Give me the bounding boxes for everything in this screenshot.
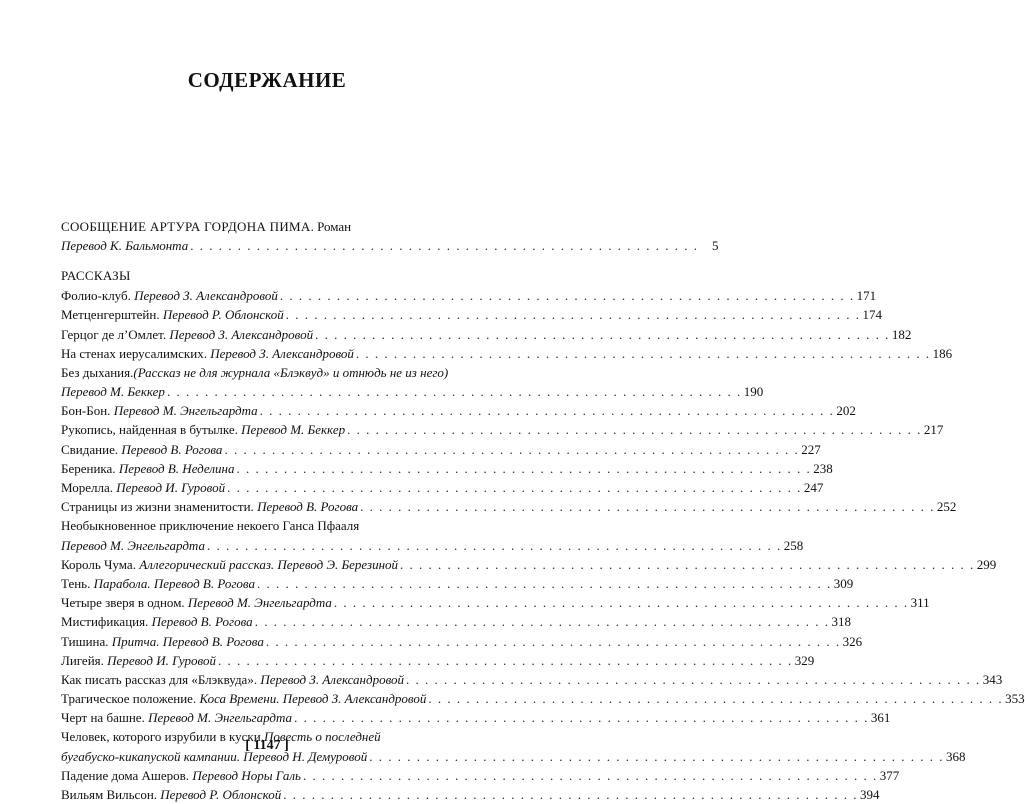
entry-title: Метценгерштейн. <box>61 307 163 323</box>
leader-dots: . . . . . . . . . . . . . . . . . . . . . . . . . . . . . . . . . . . . . . . . . . . . . . . . . . . . . . . . . . . . . <box>406 671 981 687</box>
entry-line <box>61 497 957 516</box>
entry-line <box>61 401 856 420</box>
page-number: 247 <box>803 480 824 496</box>
page-title: СОДЕРЖАНИЕ <box>187 68 347 92</box>
page-number: 368 <box>946 748 966 764</box>
novel-entry <box>61 236 719 255</box>
page-number: 174 <box>862 307 883 323</box>
entry-line <box>61 305 883 324</box>
entry-text <box>61 689 426 708</box>
page-number: 311 <box>910 595 930 611</box>
leader-dots: . . . . . . . . . . . . . . . . . . . . . . . . . . . . . . . . . . . . . . . . . . . . . . . . . . . . . . . . . . . . . <box>355 345 931 361</box>
entry-title: Человек, которого изрубили в куски. <box>61 729 264 745</box>
novel-translator: Перевод К. Бальмонта <box>61 237 189 253</box>
entry-note: Перевод З. Александровой <box>260 671 405 687</box>
entry-note: Перевод В. Рогова <box>151 614 253 630</box>
entry-note: Перевод З. Александровой <box>169 326 314 342</box>
page-number: 394 <box>859 787 880 803</box>
entry-note: Перевод М. Энгельгардта <box>61 537 205 553</box>
leader-dots: . . . . . . . . . . . . . . . . . . . . . . . . . . . . . . . . . . . . . . . . . . . . . . . . . . . . . . . . . . . . . <box>285 307 861 323</box>
entry-note: Аллегорический рассказ. Перевод Э. Березиной <box>139 556 399 572</box>
entry-text <box>61 632 264 651</box>
list-item <box>61 670 1003 689</box>
list-item <box>61 612 851 631</box>
entry-text <box>61 344 354 363</box>
entry-note: Коса Времени. Перевод З. Александровой <box>199 691 427 707</box>
entry-line <box>61 286 877 305</box>
entry-note: Перевод Р. Облонской <box>162 307 284 323</box>
leader-dots: . . . . . . . . . . . . . . . . . . . . . . . . . . . . . . . . . . . . . . . . . . . . . . . . . . . . . . . . . . . . . <box>259 403 835 419</box>
novel-kind: Роман <box>317 219 352 234</box>
table-of-contents <box>61 217 1025 804</box>
entry-text <box>61 766 301 785</box>
page-number: 318 <box>831 614 851 630</box>
entry-note: Перевод М. Энгельгардта <box>113 403 258 419</box>
entry-first-line <box>61 363 472 382</box>
entry-note: Перевод З. Александровой <box>134 288 278 304</box>
entry-line <box>61 555 997 574</box>
entry-text <box>61 670 404 689</box>
leader-dots: . . . . . . . . . . . . . . . . . . . . . . . . . . . . . . . . . . . . . . . . . . . . . . . . . . . . . . . . . . . . . <box>166 384 742 400</box>
entry-line <box>61 785 880 804</box>
entry-line <box>61 574 854 593</box>
leader-dots: . . . . . . . . . . . . . . . . . . . . . . . . . . . . . . . . . . . . . . . . . . . . . . . . . . . . . . . . . . . . . <box>283 787 858 803</box>
leader-dots: . . . . . . . . . . . . . . . . . . . . . . . . . . . . . . . . . . . . . . . . . . . . . . . . . . . . . . . . . . . . . <box>254 614 830 630</box>
list-item <box>61 689 1025 708</box>
entry-note: Парабола. Перевод В. Рогова <box>93 575 255 591</box>
leader-dots: . . . . . . . . . . . . . . . . . . . . . . . . . . . . . . . . . . . . . . . . . . . . . . . . . . . . . . . . . . . . . <box>294 710 869 726</box>
entry-text <box>61 555 398 574</box>
entry-title: Без дыхания. <box>61 364 134 380</box>
entry-title: Падение дома Ашеров. <box>61 767 193 783</box>
page-number: 202 <box>836 403 856 419</box>
entry-title: Необыкновенное приключение некоего Ганса Пфааля <box>61 518 360 534</box>
entry-line <box>61 708 891 727</box>
leader-dots: . . . . . . . . . . . . . . . . . . . . . . . . . . . . . . . . . . . . . . . . . . . . . . . . . . . . . . . . . . . . . <box>256 575 832 591</box>
page-number: 186 <box>932 345 953 361</box>
list-item <box>61 459 833 478</box>
entry-note: Перевод М. Беккер <box>61 384 165 400</box>
entry-title: На стенах иерусалимских. <box>61 345 211 361</box>
page-number: 217 <box>923 422 944 438</box>
entry-note: Перевод М. Энгельгардта <box>148 710 293 726</box>
page-number: 299 <box>976 556 997 572</box>
entry-note: Перевод Р. Облонской <box>160 787 282 803</box>
list-item <box>61 497 957 516</box>
page-number: 5 <box>711 237 719 253</box>
page-number: 353 <box>1005 691 1025 707</box>
stories-heading: РАССКАЗЫ <box>61 268 131 284</box>
leader-dots: . . . . . . . . . . . . . . . . . . . . . . . . . . . . . . . . . . . . . . . . . . . . . . . . . . . . . . . . . . . . . <box>302 767 878 783</box>
entry-note: Перевод М. Энгельгардта <box>187 595 332 611</box>
list-item <box>61 516 804 554</box>
page-number: 190 <box>743 384 764 400</box>
list-item <box>61 708 891 727</box>
entry-text <box>61 651 216 670</box>
leader-dots: . . . . . . . . . . . . . . . . . . . . . . . . . . . . . . . . . . . . . . . . . . . . . . . . . . . . . . . . . . . . . <box>400 556 975 572</box>
leader-dots: . . . . . . . . . . . . . . . . . . . . . . . . . . . . . . . . . . . . . . . . . . . . . . . . . . . . . . <box>190 237 699 253</box>
entry-title: Страницы из жизни знаменитости. <box>61 499 258 515</box>
page-number: 361 <box>870 710 891 726</box>
page-number: 182 <box>891 326 912 342</box>
entry-title: Черт на башне. <box>61 710 149 726</box>
entry-text <box>61 401 258 420</box>
list-item <box>61 363 764 401</box>
entry-note: Перевод З. Александровой <box>210 345 354 361</box>
list-item <box>61 651 815 670</box>
entry-text <box>61 497 358 516</box>
entry-line <box>61 632 863 651</box>
entry-title: Свидание. <box>61 441 122 457</box>
entry-text <box>61 305 284 324</box>
entry-line <box>61 325 912 344</box>
list-item <box>61 401 856 420</box>
leader-dots: . . . . . . . . . . . . . . . . . . . . . . . . . . . . . . . . . . . . . . . . . . . . . . . . . . . . . . . . . . . . . <box>360 499 935 515</box>
entry-line <box>61 651 815 670</box>
entry-line <box>61 670 1003 689</box>
entry-title: Как писать рассказ для «Блэквуда». <box>61 671 261 687</box>
list-item <box>61 555 997 574</box>
entry-text <box>61 286 278 305</box>
list-item <box>61 305 883 324</box>
entry-title: Лигейя. <box>61 652 108 668</box>
page-number: 227 <box>801 441 821 457</box>
entry-title: Береника. <box>61 460 119 476</box>
page-number: 329 <box>794 652 815 668</box>
page-number: 238 <box>813 460 833 476</box>
leader-dots: . . . . . . . . . . . . . . . . . . . . . . . . . . . . . . . . . . . . . . . . . . . . . . . . . . . . . . . . . . . . . <box>333 595 909 611</box>
entry-line <box>61 344 953 363</box>
list-item <box>61 421 944 440</box>
entry-note: Перевод В. Рогова <box>257 499 359 515</box>
entry-text <box>61 325 313 344</box>
entry-note: Перевод В. Неделина <box>118 460 235 476</box>
list-item <box>61 478 824 497</box>
entry-line <box>61 459 833 478</box>
page-number: 309 <box>833 575 854 591</box>
leader-dots: . . . . . . . . . . . . . . . . . . . . . . . . . . . . . . . . . . . . . . . . . . . . . . . . . . . . . . . . . . . . . <box>265 633 841 649</box>
entry-text <box>61 574 255 593</box>
page-number: 258 <box>783 537 804 553</box>
leader-dots: . . . . . . . . . . . . . . . . . . . . . . . . . . . . . . . . . . . . . . . . . . . . . . . . . . . . . . . . . . . . . <box>279 288 855 304</box>
entry-title: Король Чума. <box>61 556 140 572</box>
entry-title: Тишина. <box>61 633 112 649</box>
leader-dots: . . . . . . . . . . . . . . . . . . . . . . . . . . . . . . . . . . . . . . . . . . . . . . . . . . . . . . . . . . . . . <box>347 422 922 438</box>
leader-dots: . . . . . . . . . . . . . . . . . . . . . . . . . . . . . . . . . . . . . . . . . . . . . . . . . . . . . . . . . . . . . <box>206 537 782 553</box>
list-item <box>61 286 877 305</box>
entry-note: Перевод И. Гуровой <box>107 652 217 668</box>
leader-dots: . . . . . . . . . . . . . . . . . . . . . . . . . . . . . . . . . . . . . . . . . . . . . . . . . . . . . . . . . . . . . <box>227 480 802 496</box>
list-item <box>61 325 912 344</box>
entry-title: Бон-Бон. <box>61 403 114 419</box>
novel-heading-line: СООБЩЕНИЕ АРТУРА ГОРДОНА ПИМА. Роман <box>61 219 352 234</box>
entry-text <box>61 708 292 727</box>
entry-first-line <box>61 516 472 535</box>
entry-text <box>61 593 332 612</box>
entry-second-line <box>61 536 804 555</box>
entry-line <box>61 421 944 440</box>
leader-dots: . . . . . . . . . . . . . . . . . . . . . . . . . . . . . . . . . . . . . . . . . . . . . . . . . . . . . . . . . . . . . <box>428 691 1004 707</box>
entry-note: Перевод Норы Галь <box>192 767 301 783</box>
novel-heading: СООБЩЕНИЕ АРТУРА ГОРДОНА ПИМА <box>61 219 311 234</box>
entry-text <box>61 459 234 478</box>
leader-dots: . . . . . . . . . . . . . . . . . . . . . . . . . . . . . . . . . . . . . . . . . . . . . . . . . . . . . . . . . . . . . <box>369 748 945 764</box>
entry-title: Трагическое положение. <box>61 691 200 707</box>
page-number: 377 <box>879 767 900 783</box>
list-item <box>61 593 930 612</box>
page-number: 171 <box>856 288 877 304</box>
leader-dots: . . . . . . . . . . . . . . . . . . . . . . . . . . . . . . . . . . . . . . . . . . . . . . . . . . . . . . . . . . . . . <box>315 326 890 342</box>
list-item <box>61 632 863 651</box>
entry-line <box>61 766 900 785</box>
entry-note: Перевод М. Беккер <box>241 422 346 438</box>
entry-note-first: (Рассказ не для журнала «Блэквуд» и отнюдь не из него) <box>133 364 449 380</box>
leader-dots: . . . . . . . . . . . . . . . . . . . . . . . . . . . . . . . . . . . . . . . . . . . . . . . . . . . . . . . . . . . . . <box>224 441 800 457</box>
list-item <box>61 440 821 459</box>
entry-note: Притча. Перевод В. Рогова <box>111 633 264 649</box>
entry-title: Морелла. <box>61 480 117 496</box>
entry-text <box>61 478 225 497</box>
entry-title: Рукопись, найденная в бутылке. <box>61 422 242 438</box>
page-number: 343 <box>982 671 1003 687</box>
entry-note-wrap <box>61 536 205 555</box>
entry-note-wrap <box>61 382 165 401</box>
list-item <box>61 574 854 593</box>
entry-line <box>61 440 821 459</box>
leader-dots: . . . . . . . . . . . . . . . . . . . . . . . . . . . . . . . . . . . . . . . . . . . . . . . . . . . . . . . . . . . . . <box>218 652 793 668</box>
list-item <box>61 785 880 804</box>
leader-dots: . . . . . . . . . . . . . . . . . . . . . . . . . . . . . . . . . . . . . . . . . . . . . . . . . . . . . . . . . . . . . <box>236 460 812 476</box>
entry-title: Герцог де л’Омлет. <box>61 326 170 342</box>
page-number: 326 <box>842 633 863 649</box>
entry-note: Перевод И. Гуровой <box>116 480 226 496</box>
entry-title: Вильям Вильсон. <box>61 787 161 803</box>
entry-note: бугабуско-кикапуской кампании. Перевод Н. Демуровой <box>61 748 368 764</box>
entry-title: Мистификация. <box>61 614 152 630</box>
entry-line <box>61 593 930 612</box>
page-number: 252 <box>936 499 957 515</box>
entry-note-first: Повесть о последней <box>263 729 381 745</box>
entry-text <box>61 612 253 631</box>
entry-title: Четыре зверя в одном. <box>61 595 188 611</box>
entry-second-line <box>61 382 764 401</box>
entry-title: Фолио-клуб. <box>61 288 135 304</box>
stories-list <box>61 286 1025 804</box>
entry-line <box>61 478 824 497</box>
entry-text <box>61 440 222 459</box>
list-item <box>61 766 900 785</box>
page-folio: [ 1147 ] <box>245 738 289 753</box>
entry-line <box>61 689 1025 708</box>
list-item <box>61 344 953 363</box>
entry-text <box>61 420 345 439</box>
entry-text <box>61 785 281 804</box>
entry-line <box>61 612 851 631</box>
entry-note: Перевод В. Рогова <box>121 441 223 457</box>
entry-title: Тень. <box>61 575 94 591</box>
